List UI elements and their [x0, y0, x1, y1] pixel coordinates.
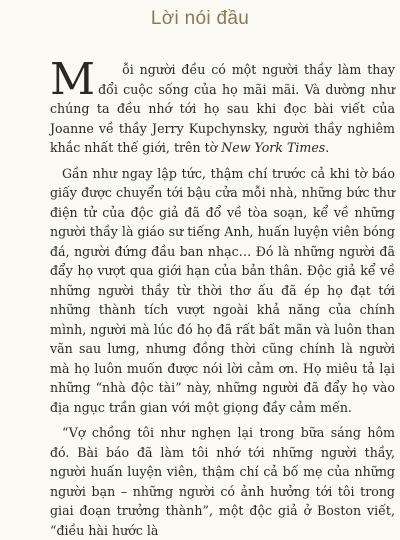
drop-cap: M: [50, 54, 96, 105]
paragraph-1-text: ỗi người đều có một người thầy làm thay đổi cuộc sống của họ mãi mãi. Và dường như chúng ta đều nhớ tới họ sau khi đọc bài viết của Joanne về thầy Jerry Kupchynsky, người thầy nghiêm khắc nhất thế giới, trên tờ: [50, 62, 395, 155]
document-body: [50, 54, 395, 540]
newspaper-name: New York Times: [221, 140, 326, 155]
paragraph-1-end: .: [325, 140, 330, 155]
paragraph-2: Gần như ngay lập tức, thậm chí trước cả khi tờ báo giấy được chuyển tới bậu cửa mỗi nhà, những bức thư điện tử của độc giả đã đổ về tòa soạn, kể về những người thầy là giáo sư tiếng Anh, huấn luyện viên bóng đá, người đứng đầu ban nhạc… Đó là những người đã đẩy họ vượt qua giới hạn của bản thân. Độc giả kể về những người thầy từ thời thơ ấu đã ép họ đạt tới những thành tích vượt ngoài khả năng của chính mình, người mà lúc đó họ đã rất bất mãn và luôn than vãn sau lưng, nhưng đồng thời cũng chính là người mà họ luôn muốn được nói lời cảm ơn. Họ miêu tả lại những “nhà độc tài” này, những người đã đẩy họ vào địa ngục trần gian với một giọng đầy cảm mến.: [50, 165, 395, 415]
paragraph-3: “Vợ chồng tôi như nghẹn lại trong bữa sáng hôm đó. Bài báo đã làm tôi nhớ tới những người thầy, người huấn luyện viên, thậm chí cả bố mẹ của những người bạn – những người có ảnh hưởng tới tôi trong giai đoạn trưởng thành”, một độc giả ở Boston viết, “điều hài hước là: [50, 425, 395, 538]
paragraph-1: [50, 54, 395, 158]
page-title: Lời nói đầu: [150, 8, 250, 29]
